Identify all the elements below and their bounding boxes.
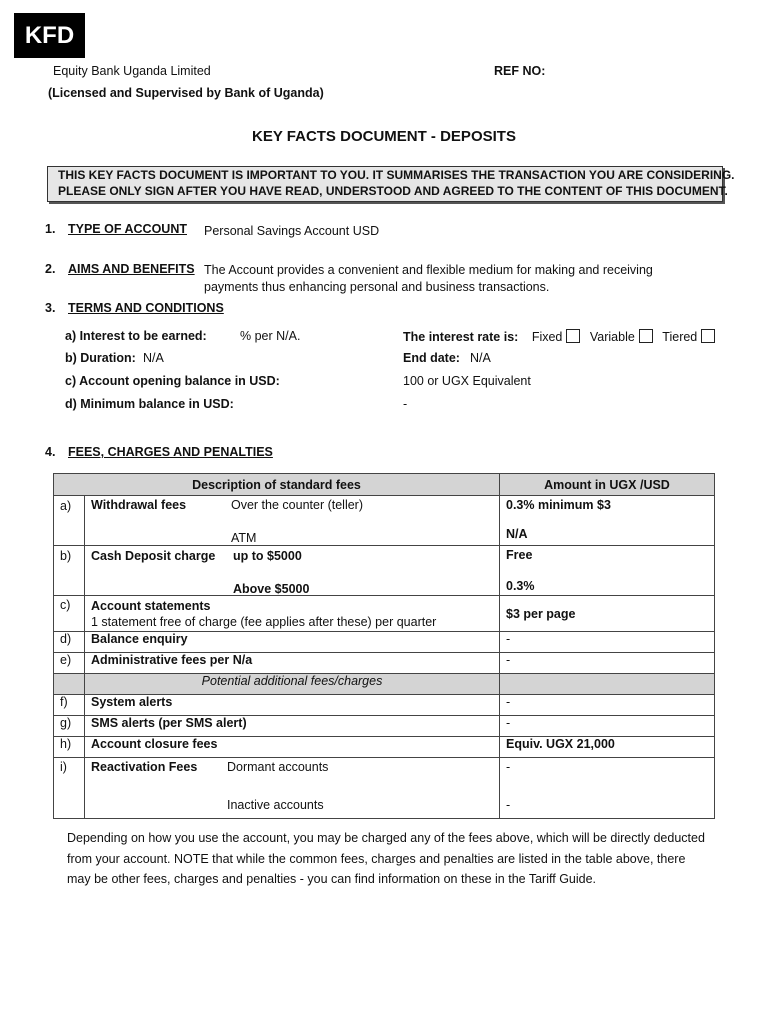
duration-value: N/A [143,351,164,365]
table-row [54,496,715,546]
header-description: Description of standard fees [54,474,500,496]
row-f-id: f) [54,695,85,716]
option-fixed-label: Fixed [531,330,563,344]
deposit-above-amount: 0.3% [506,579,535,593]
fixed-checkbox[interactable] [566,329,580,343]
row-b-description [85,546,500,596]
row-i-amount [500,758,715,819]
cash-deposit-label: Cash Deposit charge [91,549,216,563]
additional-fees-header: Potential additional fees/charges [85,674,500,695]
end-date-value: N/A [470,351,491,365]
end-date-label: End date: [403,351,460,365]
row-c-description [85,596,500,632]
row-d-description: Balance enquiry [85,632,500,653]
footer-line-2: from your account. NOTE that while the common fees, charges and penalties are listed in the table above, there [67,851,686,866]
dormant-accounts-amount: - [506,760,511,774]
section-4-heading: FEES, CHARGES AND PENALTIES [68,445,273,459]
warning-line-1: THIS KEY FACTS DOCUMENT IS IMPORTANT TO YOU. IT SUMMARISES THE TRANSACTION YOU ARE CONSIDERING. [58,168,735,182]
option-variable-label: Variable [589,330,635,344]
row-a-description [85,496,500,546]
section-2-heading: AIMS AND BENEFITS [68,262,195,276]
header-amount: Amount in UGX /USD [500,474,715,496]
row-d-amount: - [500,632,715,653]
deposit-above-label: Above $5000 [233,582,310,596]
row-d-id: d) [54,632,85,653]
account-statements-note: 1 statement free of charge (fee applies after these) per quarter [91,615,437,629]
table-row [54,546,715,596]
table-row [54,758,715,819]
variable-checkbox[interactable] [639,329,653,343]
reactivation-fees-label: Reactivation Fees [91,760,198,774]
table-row [54,632,715,653]
inactive-accounts-amount: - [506,798,511,812]
additional-fees-header-amount [500,674,715,695]
row-b-id: b) [54,546,85,596]
section-3-heading: TERMS AND CONDITIONS [68,301,224,315]
footer-note [67,828,727,890]
withdrawal-atm-amount: N/A [506,527,528,541]
section-2-number: 2. [45,262,56,276]
opening-balance-label: c) Account opening balance in USD: [65,374,280,388]
row-f-description: System alerts [85,695,500,716]
table-row [54,596,715,632]
table-row [54,716,715,737]
row-f-amount: - [500,695,715,716]
section-3-number: 3. [45,301,56,315]
row-e-id: e) [54,653,85,674]
aims-line-2: payments thus enhancing personal and business transactions. [204,280,550,294]
inactive-accounts-label: Inactive accounts [227,798,324,812]
tiered-checkbox[interactable] [701,329,715,343]
row-g-id: g) [54,716,85,737]
row-i-id: i) [54,758,85,819]
row-b-amount [500,546,715,596]
row-i-description [85,758,500,819]
withdrawal-teller-label: Over the counter (teller) [231,498,363,512]
row-h-description: Account closure fees [85,737,500,758]
account-type-value: Personal Savings Account USD [204,224,380,238]
footer-line-3: may be other fees, charges and penalties - you can find information on these in the Tariff Guide. [67,872,597,886]
section-4-number: 4. [45,445,56,459]
additional-fees-header-row [54,674,715,695]
fees-table [53,473,715,819]
warning-box [47,166,735,202]
deposit-up-to-amount: Free [506,548,533,562]
deposit-up-to-label: up to $5000 [233,549,302,563]
withdrawal-teller-amount: 0.3% minimum $3 [506,498,611,512]
fees-table-header [54,474,715,496]
withdrawal-fees-label: Withdrawal fees [91,498,187,512]
additional-fees-header-spacer [54,674,85,695]
rate-type-label: The interest rate is: [403,330,519,344]
interest-rate-type [403,329,715,344]
opening-balance-value: 100 or UGX Equivalent [403,374,531,388]
row-c-id: c) [54,596,85,632]
warning-line-2: PLEASE ONLY SIGN AFTER YOU HAVE READ, UNDERSTOOD AND AGREED TO THE CONTENT OF THIS DOCUMENT. [58,184,728,198]
dormant-accounts-label: Dormant accounts [227,760,329,774]
row-h-amount: Equiv. UGX 21,000 [500,737,715,758]
section-1-heading: TYPE OF ACCOUNT [68,222,187,236]
licensed-note: (Licensed and Supervised by Bank of Uganda) [48,86,324,100]
table-row [54,737,715,758]
row-a-id: a) [54,496,85,546]
row-c-amount: $3 per page [500,596,715,632]
account-statements-label: Account statements [91,599,211,613]
footer-line-1: Depending on how you use the account, you may be charged any of the fees above, which will be directly deducted [67,831,705,845]
row-e-amount: - [500,653,715,674]
row-g-amount: - [500,716,715,737]
table-row [54,653,715,674]
row-h-id: h) [54,737,85,758]
table-row [54,695,715,716]
kfd-logo: KFD [14,13,85,58]
row-g-description: SMS alerts (per SMS alert) [85,716,500,737]
interest-label: a) Interest to be earned: [65,329,207,343]
aims-line-1: The Account provides a convenient and flexible medium for making and receiving [204,263,653,277]
page-title: KEY FACTS DOCUMENT - DEPOSITS [252,128,516,145]
ref-no-label: REF NO: [494,64,546,78]
bank-name: Equity Bank Uganda Limited [53,64,211,78]
duration-label: b) Duration: [65,351,136,365]
row-a-amount [500,496,715,546]
minimum-balance-value: - [403,397,408,411]
interest-value: % per N/A. [240,329,301,343]
option-tiered-label: Tiered [662,330,698,344]
minimum-balance-label: d) Minimum balance in USD: [65,397,234,411]
withdrawal-atm-label: ATM [231,531,257,545]
row-e-description: Administrative fees per N/a [85,653,500,674]
section-1-number: 1. [45,222,56,236]
